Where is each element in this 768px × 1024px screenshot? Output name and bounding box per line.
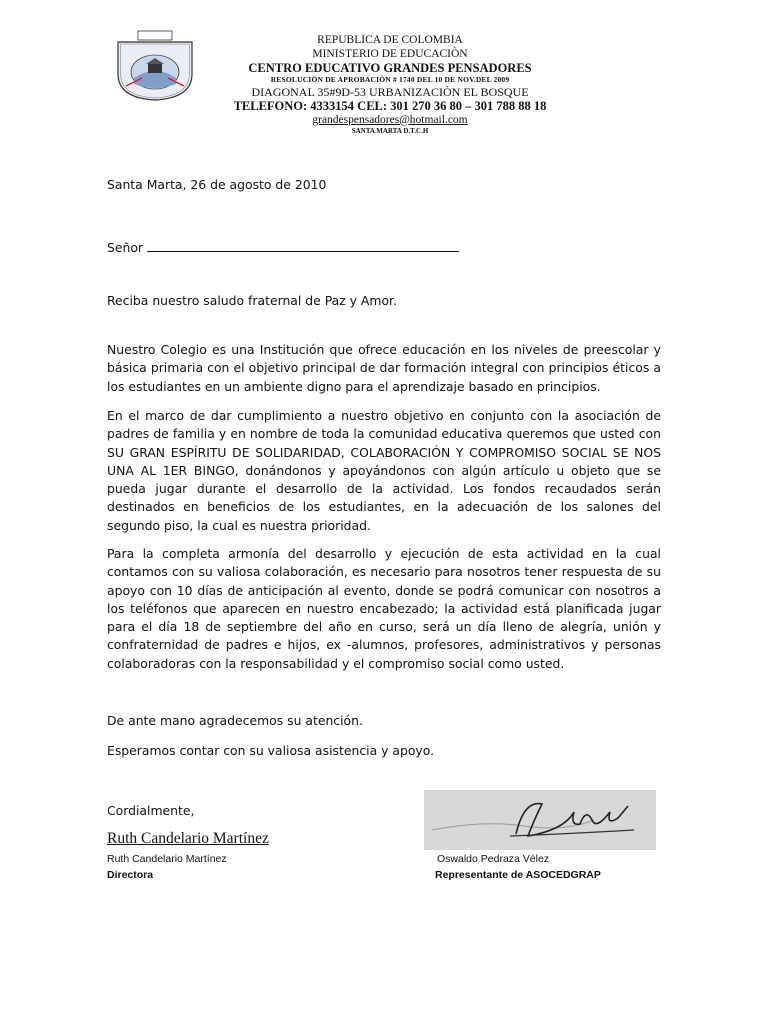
closing-hope: Esperamos contar con su valiosa asistencia y apoyo. xyxy=(107,743,435,758)
address-line: DIAGONAL 35#9D-53 URBANIZACIÒN EL BOSQUE xyxy=(251,84,529,99)
country-line: REPUBLICA DE COLOMBIA xyxy=(317,34,463,46)
signer1-script-name: Ruth Candelario Martínez xyxy=(107,830,269,847)
ministry-line: MINISTERIO DE EDUCACIÒN xyxy=(312,47,468,60)
signer2-title: Representante de ASOCEDGRAP xyxy=(435,869,601,881)
recipient-line xyxy=(107,239,661,257)
handwritten-signature xyxy=(424,790,656,850)
phones-line: TELEFONO: 4333154 CEL: 301 270 36 80 – 301 788 88 18 xyxy=(233,98,547,113)
recipient-blank xyxy=(147,239,459,252)
signer1-name: Ruth Candelario Martínez xyxy=(107,853,227,865)
email-link[interactable]: grandespensadores@hotmail.com xyxy=(312,113,468,126)
valediction: Cordialmente, xyxy=(107,803,195,818)
school-logo xyxy=(112,28,198,102)
signer2-name: Oswaldo Pedraza Vélez xyxy=(437,853,550,865)
resolution-line: RESOLUCIÒN DE APROBACIÒN # 1740 DEL 10 DE NOV.DEL 2009 xyxy=(270,74,510,84)
paragraph-3: Para la completa armonía del desarrollo y ejecución de esta actividad en la cual contamos con su valiosa colaboración, es necesario para nosotros tener respuesta de su apoyo con 10 días de anticipación al evento, donde se podrá comunicar con nosotros a los teléfonos que aparecen en nuestro encabezado; la actividad está planificada jugar para el día 18 de septiembre del año en curso, será un día lleno de alegría, unión y confraternidad de padres e hijos, ex -alumnos, profesores, administrativos y personas colaboradoras con la responsabilidad y el compromiso social como usted. xyxy=(107,546,661,671)
thanks-line: De ante mano agradecemos su atención. xyxy=(107,713,363,728)
letter-date: Santa Marta, 26 de agosto de 2010 xyxy=(107,177,327,192)
city-line: SANTA MARTA D.T.C.H xyxy=(351,127,429,136)
paragraph-2: En el marco de dar cumplimiento a nuestro objetivo en conjunto con la asociación de padres de familia y en nombre de toda la comunidad educativa queremos que usted con SU GRAN ESPÍRITU DE SOLIDARIDAD, COLABORACIÓN Y COMPROMISO SOCIAL SE NOS UNA AL 1ER BINGO, donándonos y apoyándonos con algún artículo u objeto que se pueda jugar durante el desarrollo de la actividad. Los fondos recaudados serán destinados en beneficios de los estudiantes, en la adecuación de los salones del segundo piso, la cual es nuestra prioridad. xyxy=(107,408,661,533)
signer1-title: Directora xyxy=(107,869,154,881)
greeting: Reciba nuestro saludo fraternal de Paz y Amor. xyxy=(107,293,397,308)
letterhead xyxy=(190,34,590,135)
paragraph-1: Nuestro Colegio es una Institución que ofrece educación en los niveles de preescolar y básica primaria con el objetivo principal de dar formación integral con principios éticos a los estudiantes en un ambiente digno para el aprendizaje basado en principios. xyxy=(107,342,661,394)
recipient-label: Señor xyxy=(107,240,144,255)
school-name: CENTRO EDUCATIVO GRANDES PENSADORES xyxy=(248,61,532,76)
